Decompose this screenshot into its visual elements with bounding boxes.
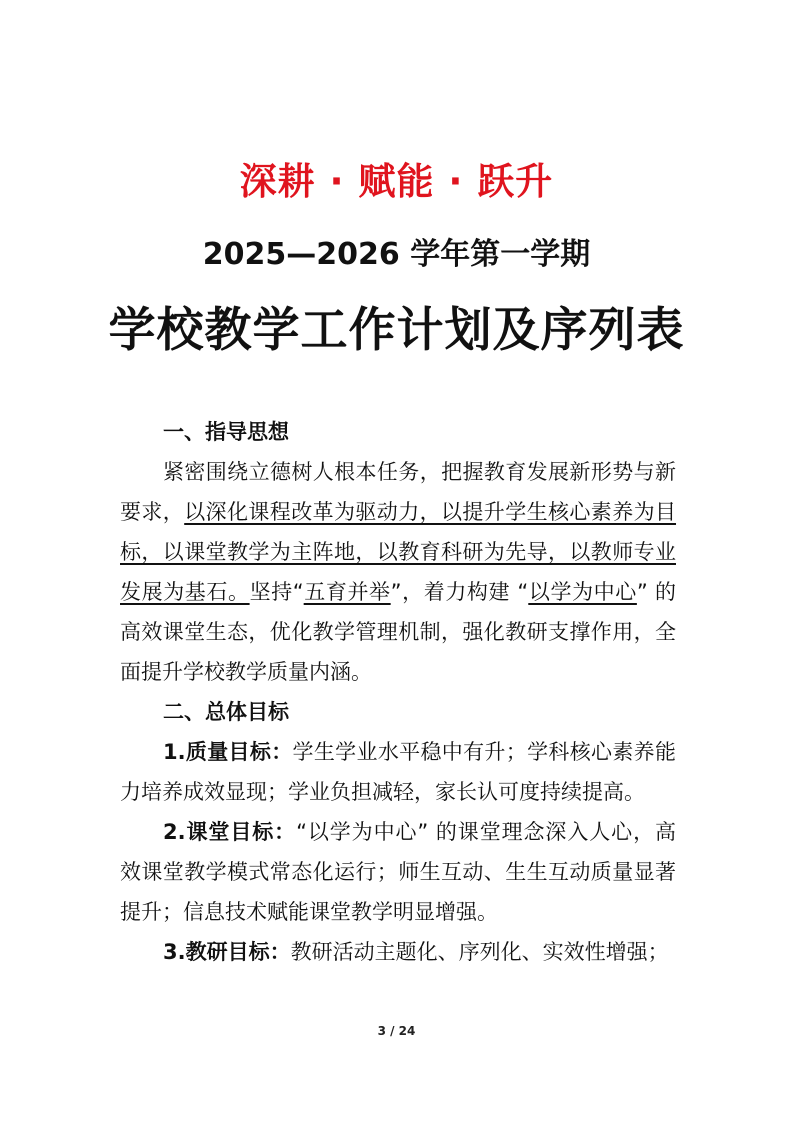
ideology-text-underlined: 以深化课程改革为驱动力，以提升学生核心素养为目标，以课堂教学为主阵地，以教育科研为先导，以教师专业发展为基石。: [120, 500, 677, 604]
ideology-text-e: ”，着力构建 “: [390, 580, 529, 604]
ideology-text-g: ” 的高效课堂生态，优化教学管理机制，强化教研支撑作用，全面提升学校教学质量内涵。: [120, 580, 677, 684]
term-subtitle: 2025—2026 学年第一学期: [202, 237, 591, 272]
page-number: 3 / 24: [377, 1024, 416, 1038]
goal-quality: [120, 732, 676, 812]
ideology-text-a: 紧密围绕立德树人根本任务，把握教育发展新形势与新要求，: [120, 460, 676, 524]
section-heading-guiding-ideology: 一、指导思想: [163, 420, 289, 444]
goal-research: [120, 932, 676, 972]
document-body: [120, 412, 676, 972]
goal-text: “以学为中心” 的课堂理念深入人心，高效课堂教学模式常态化运行；师生互动、生生互动质量显著提升；信息技术赋能课堂教学明显增强。: [120, 820, 676, 924]
goal-classroom: [120, 812, 676, 932]
ideology-text-c: 坚持“: [249, 580, 304, 604]
guiding-ideology-paragraph: [120, 452, 676, 692]
section-heading-overall-goals: 二、总体目标: [163, 700, 289, 724]
goal-label: 3.教研目标：: [163, 940, 291, 964]
goal-text: 教研活动主题化、序列化、实效性增强；: [290, 940, 669, 964]
goal-label: 1.质量目标：: [163, 740, 293, 764]
five-education-underlined: 五育并举: [303, 580, 391, 604]
goal-text: 学生学业水平稳中有升；学科核心素养能力培养成效显现；学业负担减轻，家长认可度持续提高。: [120, 740, 677, 804]
goal-label: 2.课堂目标：: [163, 820, 297, 844]
slogan-title: 深耕 · 赋能 · 跃升: [239, 160, 554, 203]
page-title: 学校教学工作计划及序列表: [108, 303, 685, 358]
learning-centered-underlined: 以学为中心: [528, 580, 637, 604]
